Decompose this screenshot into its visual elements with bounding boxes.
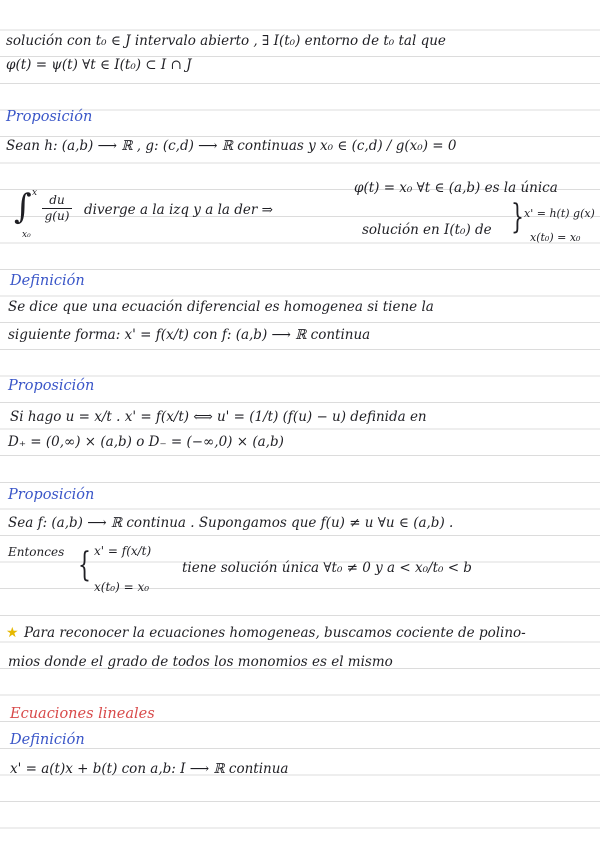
text-line-6: siguiente forma: x' = f(x/t) con f: (a,b) ⟶ ℝ continua [8,327,371,343]
heading-definicion-1: Definición [10,273,85,289]
heading-ecuaciones-lineales: Ecuaciones lineales [10,706,155,722]
heading-proposicion-1: Proposición [6,109,93,125]
text-line-12: mios donde el grado de todos los monomios es el mismo [8,654,393,670]
text-line-5: Se dice que una ecuación diferencial es homogenea si tiene la [8,299,434,315]
text-line-1: solución con t₀ ∈ J intervalo abierto , ∃ I(t₀) entorno de t₀ tal que [6,33,446,49]
text-line-3: Sean h: (a,b) ⟶ ℝ , g: (c,d) ⟶ ℝ continuas y x₀ ∈ (c,d) / g(x₀) = 0 [6,138,457,154]
integral-denominator: g(u) [44,209,70,223]
heading-proposicion-3: Proposición [8,487,95,503]
star-icon: ★ [6,625,19,641]
brace-icon: } [511,197,524,237]
brace-icon-2: { [78,545,91,585]
integral-numerator: du [49,193,65,207]
text-line-4: diverge a la izq y a la der ⇒ [84,202,273,218]
text-line-4b: φ(t) = x₀ ∀t ∈ (a,b) es la única [354,180,558,196]
integral-icon: ∫ [14,187,32,227]
text-line-10a: Entonces [8,545,65,559]
system-2-eq-2: x(t₀) = x₀ [94,580,150,594]
text-line-10b: tiene solución única ∀t₀ ≠ 0 y a < x₀/t₀ < b [182,560,472,576]
integral-upper-limit: x [32,188,38,198]
system-1-eq-1: x' = h(t) g(x) [524,207,595,220]
text-line-13: x' = a(t)x + b(t) con a,b: I ⟶ ℝ continua [10,761,289,777]
text-line-8: D₊ = (0,∞) × (a,b) o D₋ = (−∞,0) × (a,b) [8,434,284,450]
heading-proposicion-2: Proposición [8,378,95,394]
heading-definicion-2: Definición [10,732,85,748]
system-2-eq-1: x' = f(x/t) [94,544,152,558]
integral-lower-limit: x₀ [22,230,31,240]
text-line-7: Si hago u = x/t . x' = f(x/t) ⟺ u' = (1/t) (f(u) − u) definida en [10,409,427,425]
system-1-eq-2: x(t₀) = x₀ [530,231,581,244]
text-line-2: φ(t) = ψ(t) ∀t ∈ I(t₀) ⊂ I ∩ J [6,57,192,73]
text-line-9: Sea f: (a,b) ⟶ ℝ continua . Supongamos que f(u) ≠ u ∀u ∈ (a,b) . [8,515,454,531]
integral-fraction [42,194,72,223]
text-line-4c: solución en I(t₀) de [362,222,492,238]
text-line-11: Para reconocer la ecuaciones homogeneas, buscamos cociente de polino- [24,625,526,641]
